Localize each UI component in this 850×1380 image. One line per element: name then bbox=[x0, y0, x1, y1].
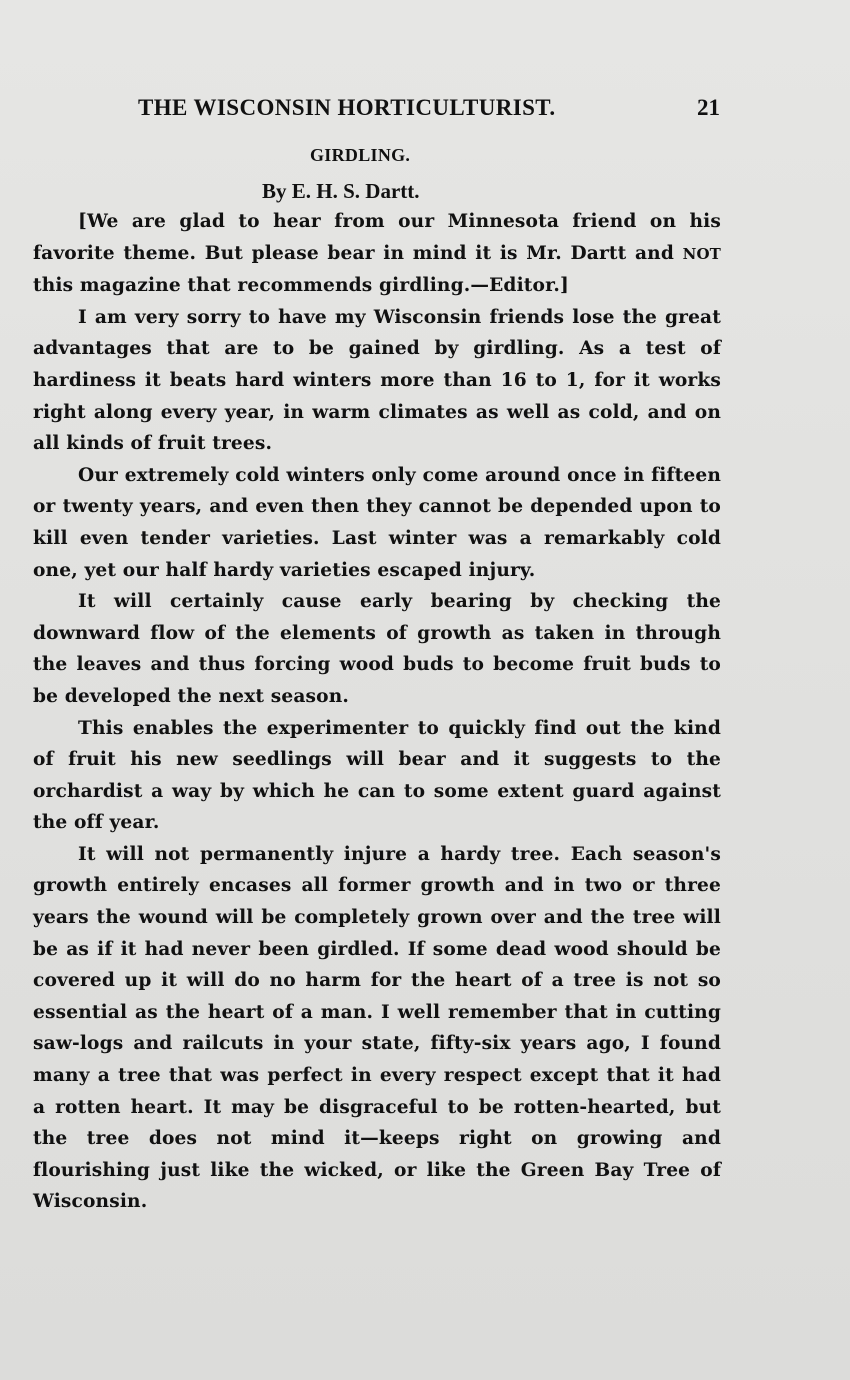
paragraph-4: This enables the experimenter to quickly find out the kind of fruit his new seedlings will bear and it suggests to the orchardist a way by which he can to some extent guard against the off year. bbox=[33, 717, 721, 834]
running-head bbox=[138, 95, 720, 125]
page-number: 21 bbox=[697, 95, 720, 120]
journal-title: THE WISCONSIN HORTICULTURIST. bbox=[138, 95, 556, 120]
paragraph-3: It will certainly cause early bearing by checking the downward flow of the elements of growth as taken in through the leaves and thus forcing wood buds to become fruit buds to be developed the next season. bbox=[33, 591, 721, 707]
editor-note-text-end: this magazine that recommends girdling.—Editor.] bbox=[33, 275, 569, 297]
article-title: GIRDLING. bbox=[310, 145, 411, 165]
paragraph-2: Our extremely cold winters only come around once in fifteen or twenty years, and even then they cannot be depended upon to kill even tender varieties. Last winter was a remarkably cold one, yet our half hardy varieties escaped injury. bbox=[33, 464, 721, 581]
editor-note-text-start: [We are glad to hear from our Minnesota friend on his favorite theme. But please bear in mind it is Mr. Dartt and bbox=[33, 211, 721, 264]
paragraph-5: It will not permanently injure a hardy tree. Each season's growth entirely encases all former growth and in two or three years the wound will be completely grown over and the tree will be as if it had never been girdled. If some dead wood should be covered up it will do no harm for the heart of a tree is not so essential as the heart of a man. I well remember that in cutting saw-logs and railcuts in your state, fifty-six years ago, I found many a tree that was perfect in every respect except that it had a rotten heart. It may be disgraceful to be rotten-hearted, but the tree does not mind it—keeps right on growing and flourishing just like the wicked, or like the Green Bay Tree of Wisconsin. bbox=[33, 843, 721, 1213]
article-body bbox=[33, 206, 721, 1218]
article-byline: By E. H. S. Dartt. bbox=[262, 179, 420, 203]
editor-note bbox=[33, 206, 721, 302]
paragraph-1: I am very sorry to have my Wisconsin friends lose the great advantages that are to be gained by girdling. As a test of hardiness it beats hard winters more than 16 to 1, for it works right along every year, in warm climates as well as cold, and on all kinds of fruit trees. bbox=[33, 306, 721, 455]
editor-note-small-caps: NOT bbox=[682, 244, 721, 263]
